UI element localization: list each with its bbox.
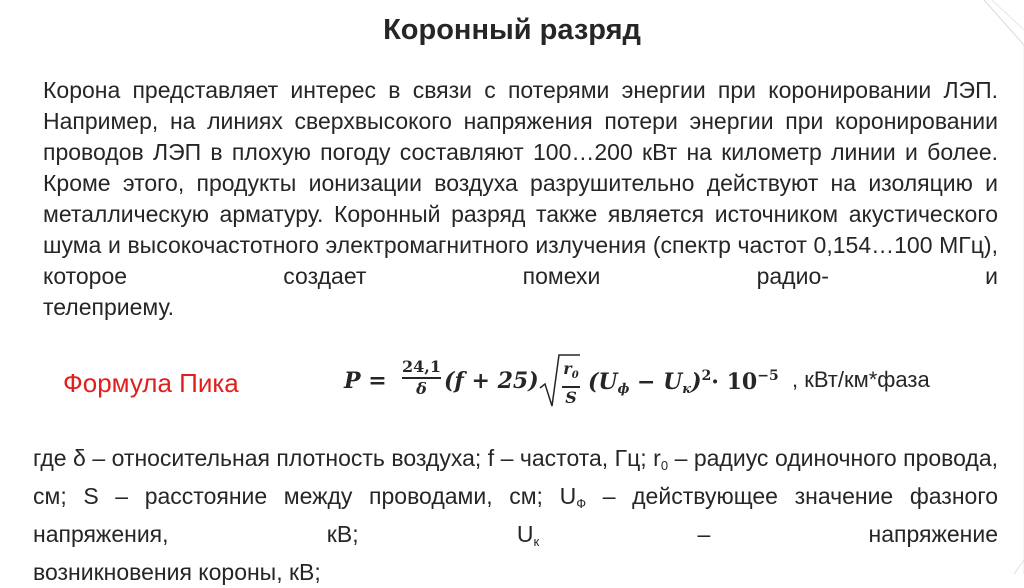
legend-text: – xyxy=(586,483,616,509)
paragraph-line: коронировании ЛЭП. Например, на линиях сверхвысокого напряжения xyxy=(43,77,998,134)
root-fraction xyxy=(562,360,580,407)
ten-exponent: −5 xyxy=(757,368,779,384)
intro-paragraph xyxy=(43,75,998,323)
legend-text: – напряжение xyxy=(539,521,998,547)
root-numerator-sub: 0 xyxy=(571,370,579,381)
paragraph-line: акустического шума и высокочастотного электромагнитного излучения xyxy=(43,201,999,258)
fraction-numerator: 24,1 xyxy=(402,357,441,376)
fraction-denominator: δ xyxy=(416,378,427,398)
formula-voltage-term xyxy=(588,368,779,397)
voltage-phase: (U xyxy=(588,369,618,395)
voltage-corona: − U xyxy=(637,369,683,395)
paragraph-line: (спектр частот 0,154…100 МГц), которое создает помехи радио- и xyxy=(43,232,998,289)
ten-power: · 10 xyxy=(711,369,758,395)
bracket-close: ) xyxy=(691,369,702,395)
legend-sub: к xyxy=(533,534,540,549)
legend-line: возникновения короны, кВ; xyxy=(33,559,321,585)
paragraph-line: телеприему. xyxy=(43,294,175,320)
legend-text: – радиус xyxy=(668,445,769,471)
legend-line xyxy=(33,445,768,471)
page-title: Коронный разряд xyxy=(383,14,641,46)
voltage-phase-sub: ф xyxy=(617,382,630,397)
legend-sub: Ф xyxy=(576,496,587,511)
paragraph-line: Корона представляет интерес в связи с потерями энергии при xyxy=(43,77,757,103)
root-numerator: r xyxy=(563,359,572,378)
square-exponent: 2 xyxy=(701,368,712,384)
paragraph-line: потери энергии при коронировании проводов ЛЭП в плохую погоду xyxy=(43,108,998,165)
legend-text: где δ – относительная плотность воздуха; f – частота, Гц; r xyxy=(33,445,661,471)
paragraph-line: составляют 100…200 кВт на километр линии и более. Кроме этого, xyxy=(43,139,998,196)
legend-sub: 0 xyxy=(660,458,669,473)
formula-lhs: P = xyxy=(344,368,387,394)
peek-formula xyxy=(344,352,984,412)
formula-frequency-term: (f + 25) xyxy=(444,368,539,394)
voltage-corona-sub: к xyxy=(682,382,692,397)
formula-label: Формула Пика xyxy=(63,368,239,398)
legend-text: одиночного провода, см; S – расстояние между проводами, см; U xyxy=(33,445,999,509)
formula-fraction xyxy=(402,358,441,398)
root-denominator: S xyxy=(565,387,577,407)
paragraph-line: металлическую арматуру. Коронный разряд также является источником xyxy=(43,201,839,227)
formula-unit: , кВт/км*фаза xyxy=(792,367,930,392)
paragraph-line: продукты ионизации воздуха разрушительно действуют на изоляцию и xyxy=(196,170,998,196)
legend-text: действующее значение фазного напряжения, кВ; U xyxy=(33,483,999,547)
legend-paragraph xyxy=(33,443,998,588)
